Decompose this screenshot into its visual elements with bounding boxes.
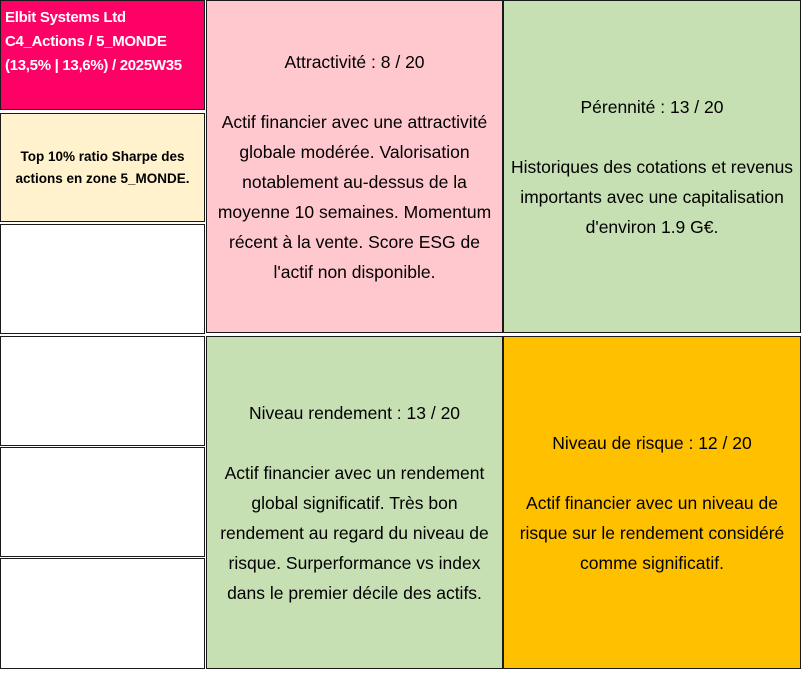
- risque-text: Actif financier avec un niveau de risque sur le rendement considéré comme significatif.: [519, 492, 785, 573]
- sharpe-note-text: Top 10% ratio Sharpe des actions en zone 5_MONDE.: [15, 148, 190, 186]
- sharpe-note: [0, 113, 205, 222]
- perennite-text: Historiques des cotations et revenus importants avec une capitalisation d'environ 1.9 G€.: [510, 156, 794, 237]
- empty-cell-2: [0, 336, 205, 446]
- perennite-panel: [503, 0, 801, 333]
- rendement-title: Niveau rendement : 13 / 20: [248, 402, 461, 423]
- attractivite-panel: [206, 0, 503, 333]
- attractivite-text: Actif financier avec une attractivité globale modérée. Valorisation notablement au-dessus de la moyenne 10 semaines. Momentum récent à la vente. Score ESG de l'actif non disponible.: [217, 111, 492, 282]
- rendement-panel: [206, 336, 503, 669]
- perennite-title: Pérennité : 13 / 20: [580, 96, 724, 117]
- empty-cell-3: [0, 447, 205, 557]
- asset-stats: (13,5% | 13,6%) / 2025W35: [5, 57, 182, 74]
- asset-name: Elbit Systems Ltd: [5, 9, 126, 26]
- rendement-text: Actif financier avec un rendement global significatif. Très bon rendement au regard du niveau de risque. Surperformance vs index dans le premier décile des actifs.: [220, 462, 489, 603]
- risque-title: Niveau de risque : 12 / 20: [552, 432, 752, 453]
- asset-header: [0, 0, 205, 110]
- empty-cell-1: [0, 224, 205, 334]
- asset-category: C4_Actions / 5_MONDE: [5, 33, 167, 50]
- empty-cell-4: [0, 558, 205, 669]
- risque-panel: [503, 336, 801, 669]
- attractivite-title: Attractivité : 8 / 20: [284, 51, 425, 72]
